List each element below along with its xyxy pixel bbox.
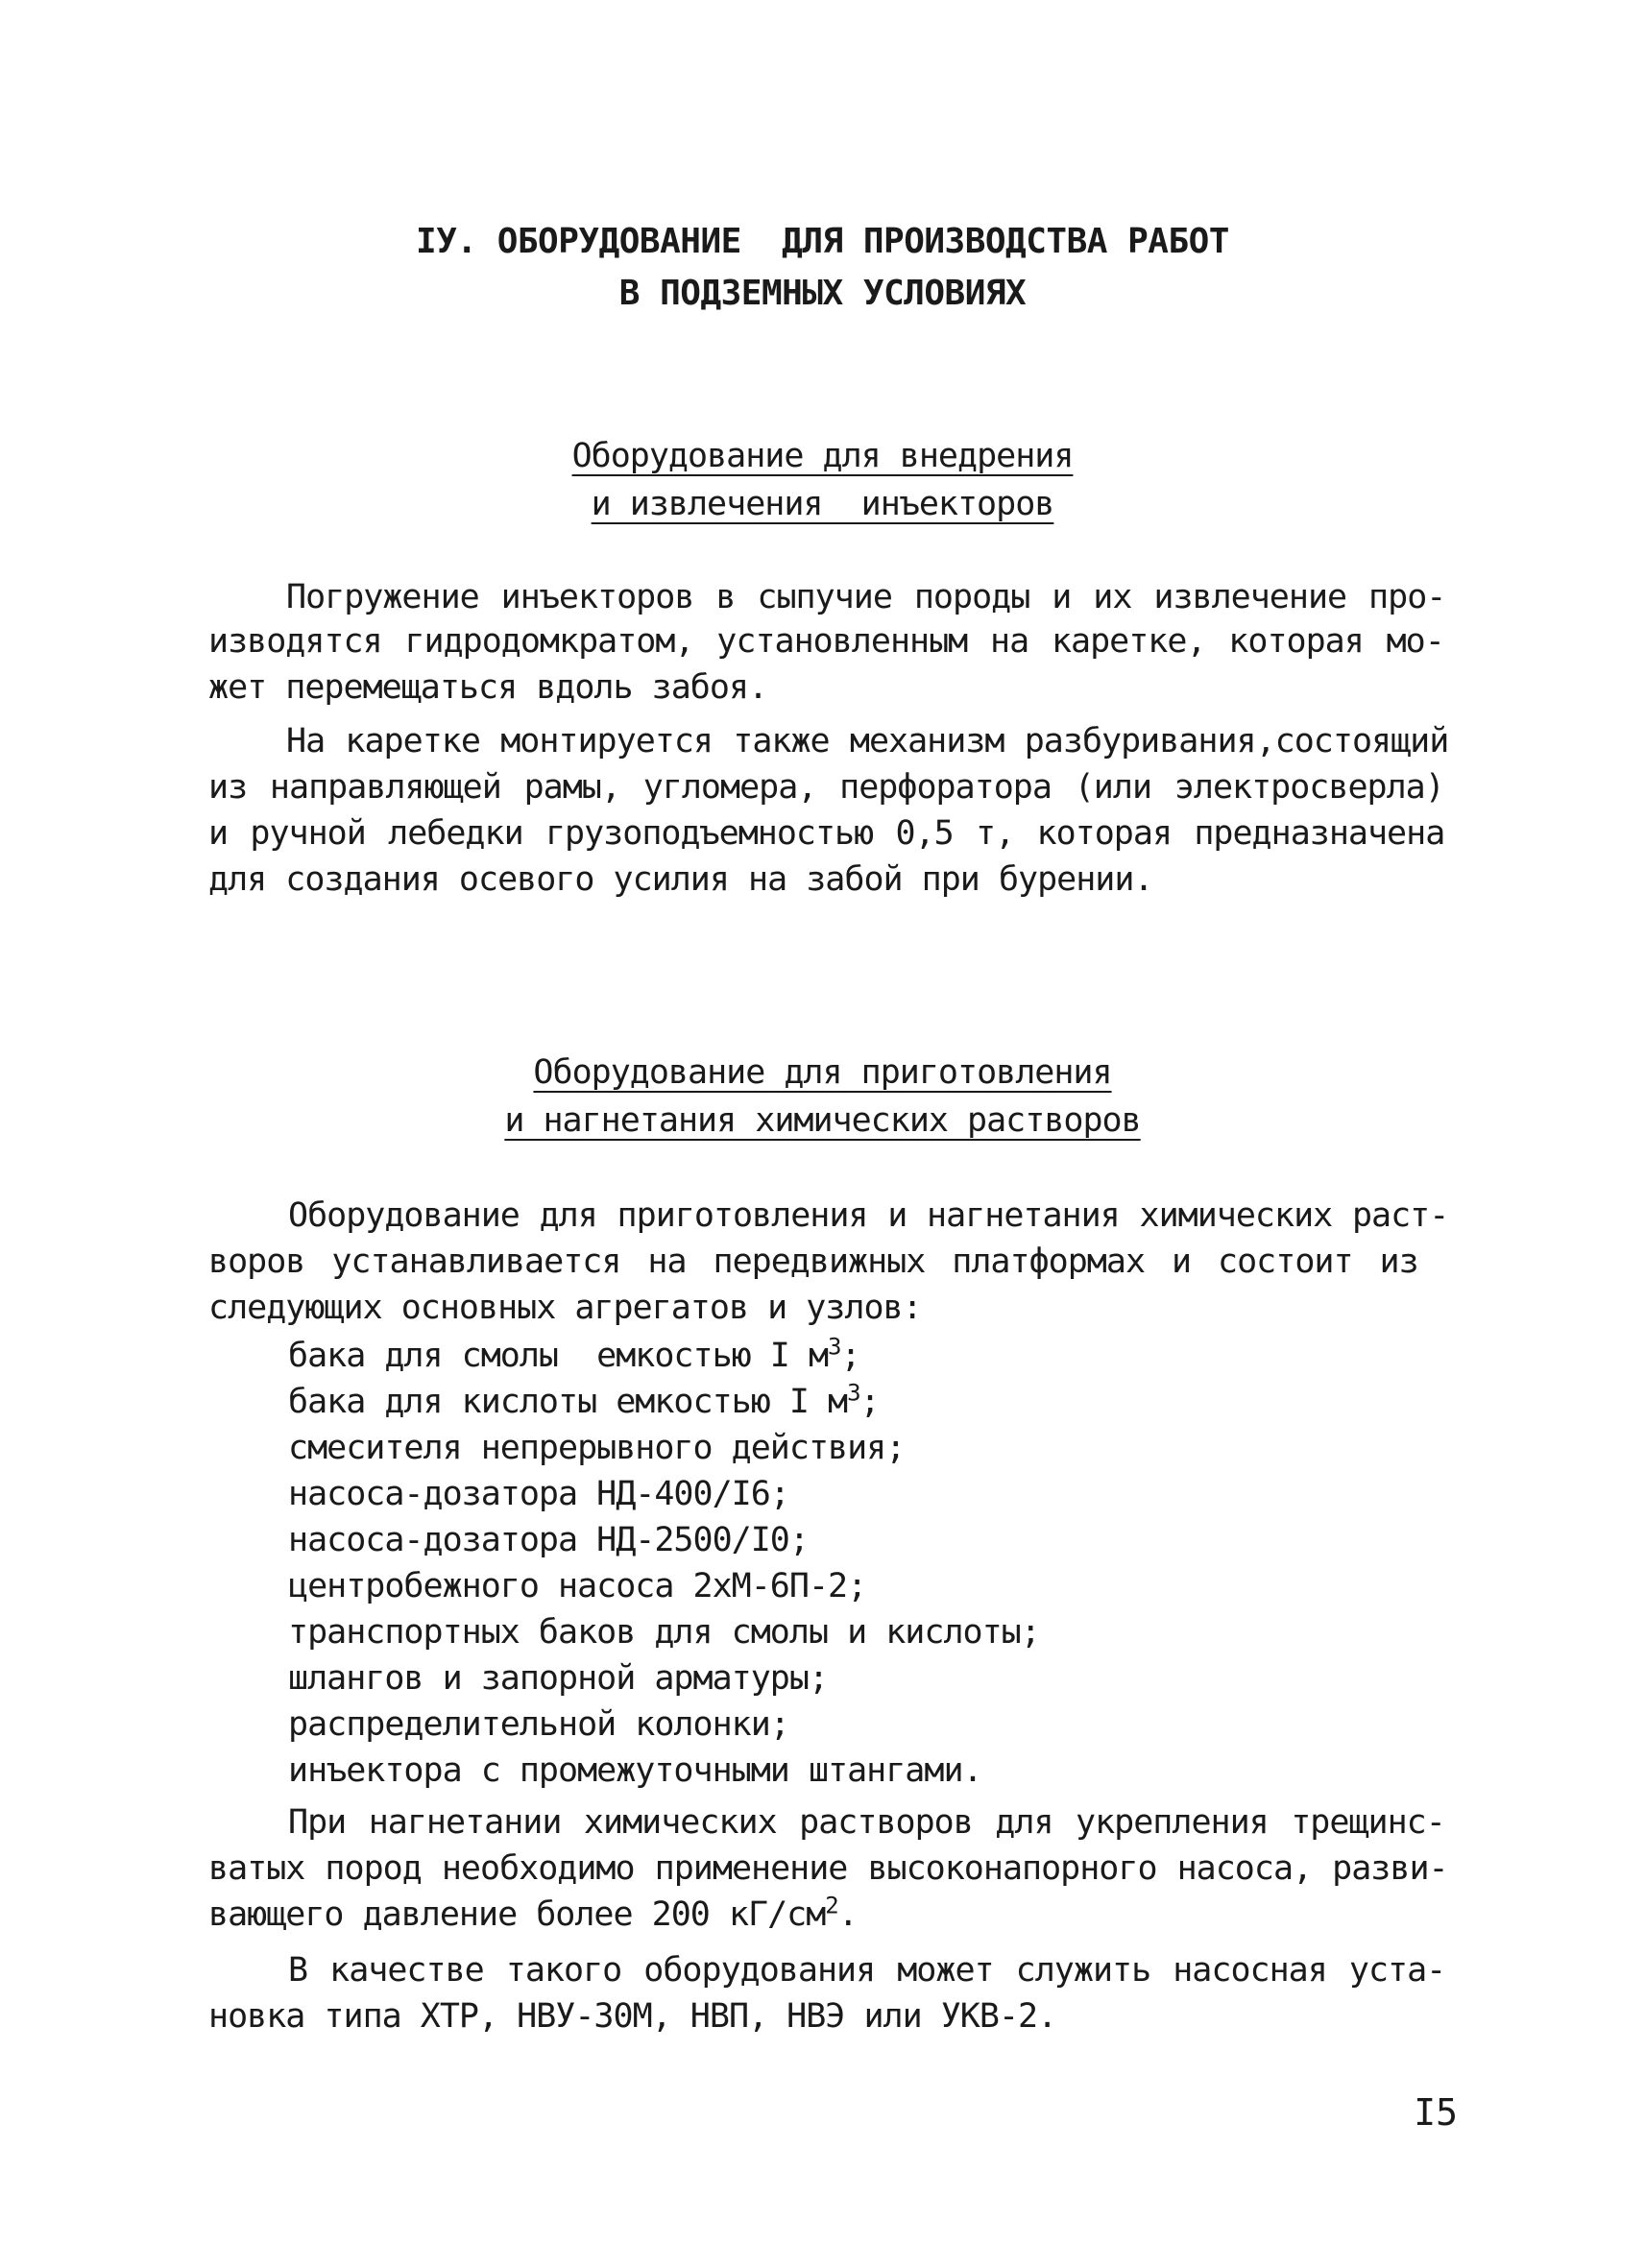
chapter-title-line2: В ПОДЗЕМНЫХ УСЛОВИЯХ [618, 274, 1027, 313]
equipment-list-item: насоса-дозатора НД-400/I6; [288, 1475, 789, 1513]
section2-intro-line: следующих основных агрегатов и узлов: [208, 1289, 922, 1327]
section1-heading-line1: Оборудование для внедрения [571, 437, 1074, 475]
equipment-list-item: насоса-дозатора НД-2500/I0; [288, 1521, 809, 1559]
equipment-list-item: смесителя непрерывного действия; [288, 1429, 906, 1467]
equipment-list-item: инъектора с промежуточными штангами. [288, 1751, 982, 1790]
section2-closing-line: В качестве такого оборудования может служить насосная уста- [288, 1951, 1446, 1990]
section1-heading-line2: и извлечения инъекторов [591, 485, 1054, 523]
chapter-title-line1: IУ. ОБОРУДОВАНИЕ ДЛЯ ПРОИЗВОДСТВА РАБОТ [416, 222, 1229, 261]
section2-closing-line: вающего давление более 200 $кГ/см^2$. [208, 1892, 858, 1934]
equipment-list-item: распределительной колонки; [288, 1705, 789, 1744]
section2-heading-line2: и нагнетания химических растворов [504, 1101, 1141, 1140]
equipment-list-item: шлангов и запорной арматуры; [288, 1659, 829, 1698]
section2-intro-line: воров устанавливается на передвижных платформах и состоит из [208, 1243, 1418, 1281]
section1-line: и ручной лебедки грузоподъемностью 0,5 т, которая предназначена [208, 814, 1445, 853]
section1-line: для создания осевого усилия на забой при бурении. [208, 860, 1153, 899]
section1-line: На каретке монтируется также механизм разбуривания,состоящий [286, 722, 1449, 760]
equipment-list-item: центробежного насоса 2хМ-6П-2; [288, 1567, 867, 1605]
section2-closing-line: ватых пород необходимо применение высоконапорного насоса, разви- [208, 1849, 1448, 1888]
equipment-list-item: бака для смолы емкостью I $м^3$; [288, 1333, 860, 1375]
equipment-list-item: транспортных баков для смолы и кислоты; [288, 1613, 1040, 1652]
section1-line: Погружение инъекторов в сыпучие породы и их извлечение про- [286, 578, 1446, 616]
section1-line: жет перемещаться вдоль забоя. [208, 668, 768, 707]
section2-heading-line1: Оборудование для приготовления [533, 1053, 1112, 1092]
section2-closing-line: новка типа ХТР, НВУ-30М, НВП, НВЭ или УКВ-2. [208, 1997, 1057, 2036]
section1-line: изводятся гидродомкратом, установленным на каретке, которая мо- [208, 622, 1444, 661]
equipment-list-item: бака для кислоты емкостью I $м^3$; [288, 1379, 880, 1421]
section2-intro-line: Оборудование для приготовления и нагнетания химических раст- [288, 1196, 1449, 1235]
section2-closing-line: При нагнетании химических растворов для укрепления трещинс- [288, 1803, 1445, 1842]
page-number: I5 [1414, 2091, 1458, 2134]
section1-line: из направляющей рамы, угломера, перфоратора (или электросверла) [208, 768, 1444, 807]
